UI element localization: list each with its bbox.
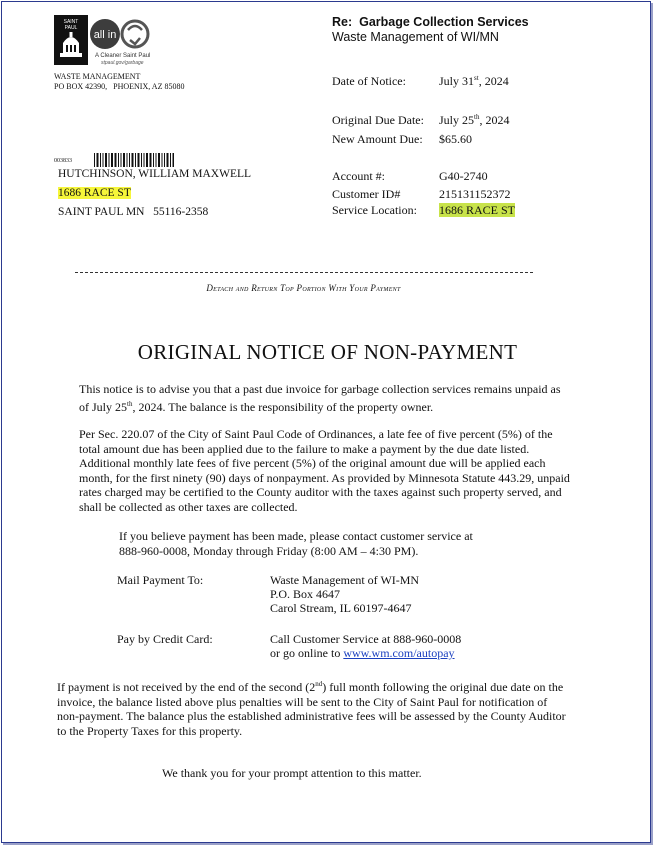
barcode-bar [141,153,142,167]
account-value: G40-2740 [439,169,488,183]
barcode-bar [111,153,113,167]
barcode-bar [94,153,95,167]
allin-url: stpaul.gov/garbage [101,60,144,66]
detach-instruction [0,283,607,293]
date-of-notice-value: July 31st, 2024 [439,74,509,88]
ordinance-line: total amount due has been applied due to the failure to make a payment by the due date listed. [79,441,530,456]
barcode-bar [135,153,136,167]
barcode-bar [158,153,160,167]
detach-line [75,272,533,273]
contact-line: If you believe payment has been made, please contact customer service at [119,529,473,543]
mail-payment-line1: Waste Management of WI-MN [270,573,420,587]
barcode-bar [164,153,165,167]
barcode-bar [129,153,130,167]
barcode-bar [153,153,154,167]
barcode-bar [127,153,128,167]
credit-card-line2 [270,646,455,661]
all-in-logo [90,16,152,52]
recipient-city: SAINT PAUL MN 55116-2358 [58,206,209,218]
mail-payment-line2: P.O. Box 4647 [270,587,341,601]
account-label: Account #: [332,169,385,183]
barcode-bar [173,153,175,167]
saint-paul-logo [54,15,88,65]
penalty-line: non-payment. The balance plus the established administrative fees will be assessed by the County Auditor [57,709,566,723]
re-heading [332,15,529,29]
closing-line: We thank you for your prompt attention to this matter. [162,766,422,780]
recipient-name: HUTCHINSON, WILLIAM MAXWELL [58,168,252,180]
ordinance-line: rates charged may be certified to the County auditor with the taxes against such property served, and [79,485,562,499]
barcode-bar [118,153,119,167]
intro-paragraph [79,382,594,414]
sender-address: PO BOX 42390, PHOENIX, AZ 85080 [54,82,185,91]
penalty-paragraph [57,677,617,738]
service-location-label: Service Location: [332,203,417,217]
detach-text: Detach and Return Top Portion With Your Payment [206,283,401,293]
ordinance-line: Per Sec. 220.07 of the City of Saint Paul Code of Ordinances, a late fee of five percent (5%) of the [79,427,553,441]
intro-line-1: This notice is to advise you that a past due invoice for garbage collection services remains unpaid as [79,382,561,396]
barcode-bar [121,153,122,167]
barcode-bar [115,153,117,167]
contact-line: 888-960-0008, Monday through Friday (8:00 AM – 4:30 PM). [119,543,419,558]
original-due-date-value: July 25th, 2024 [439,113,510,127]
notice-title [0,340,655,365]
penalty-line: invoice, the balance listed above plus penalties will be sent to the City of Saint Paul for notification of [57,694,548,709]
barcode-bar [97,153,99,167]
sender-name: WASTE MANAGEMENT [54,72,141,81]
date-of-notice-label: Date of Notice: [332,74,406,88]
barcode [94,153,174,167]
original-due-date-label: Original Due Date: [332,113,424,127]
service-location-value [439,203,515,218]
mail-payment-line3: Carol Stream, IL 60197-4647 [270,601,412,615]
autopay-link[interactable]: www.wm.com/autopay [343,646,455,660]
credit-card-line2-prefix: or go online to [270,646,344,660]
barcode-bar [103,153,104,167]
credit-card-line1: Call Customer Service at 888-960-0008 [270,632,462,646]
new-amount-due-value: $65.60 [439,132,472,146]
svg-text:SAINT: SAINT [63,19,79,25]
barcode-bar [138,153,140,167]
barcode-bar [167,153,169,167]
barcode-bar [162,153,163,167]
re-subject: Garbage Collection Services [359,15,529,29]
barcode-bar [150,153,152,167]
recipient-street-highlight: 1686 RACE ST [58,187,131,199]
notice-title-text: ORIGINAL NOTICE OF NON-PAYMENT [137,340,518,364]
re-company: Waste Management of WI/MN [332,30,499,44]
contact-paragraph [119,529,579,558]
new-amount-due-label: New Amount Due: [332,132,423,146]
recipient-street [58,187,131,199]
svg-text:PAUL: PAUL [64,25,78,31]
svg-text:all in: all in [93,29,117,41]
barcode-bar [156,153,157,167]
barcode-bar [100,153,101,167]
mail-code: 003833 [54,158,72,164]
barcode-bar [170,153,171,167]
barcode-bar [105,153,107,167]
barcode-bar [109,153,110,167]
barcode-bar [123,153,125,167]
ordinance-line: shall be collected as other taxes are collected. [79,499,298,514]
allin-tagline: A Cleaner Saint Paul [95,53,151,59]
barcode-bar [146,153,148,167]
penalty-line: to the Property Taxes for this property. [57,723,243,738]
intro-line-2: of July 25th, 2024. The balance is the responsibility of the property owner. [79,399,434,414]
ordinance-line: month, for the first ninety (90) days of nonpayment. As provided by Minnesota Statute 443.29, unpaid [79,470,570,485]
service-location-highlight: 1686 RACE ST [439,203,516,217]
barcode-bar [144,153,145,167]
mail-payment-label: Mail Payment To: [117,573,204,587]
customer-id-value: 215131152372 [439,187,511,201]
ordinance-line: Additional monthly late fees of five percent (5%) of the original amount due will be applied each [79,456,546,470]
customer-id-label: Customer ID# [332,187,401,201]
credit-card-label: Pay by Credit Card: [117,632,213,646]
re-label: Re: [332,15,353,29]
barcode-bar [132,153,134,167]
ordinance-paragraph [79,427,594,514]
penalty-line: If payment is not received by the end of the second (2nd) full month following the original due date on the [57,680,564,694]
